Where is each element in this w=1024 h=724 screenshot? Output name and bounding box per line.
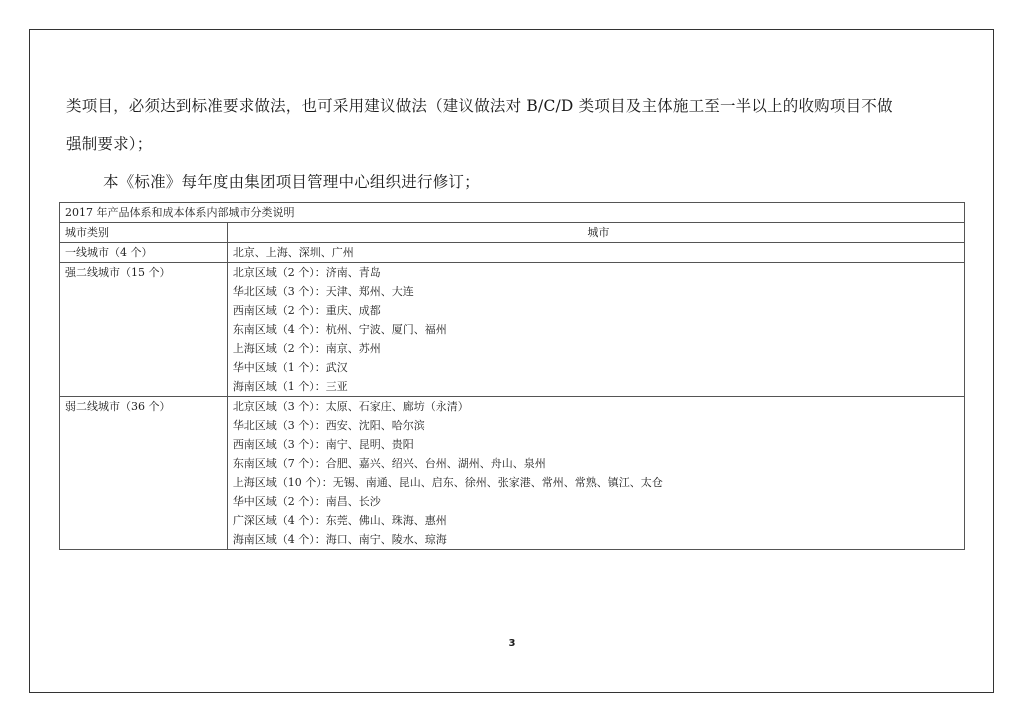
- table-row-weak-tier2: [60, 397, 965, 550]
- city-classification-table: [59, 202, 965, 550]
- region-line: 西南区域（2 个）：重庆、成都: [232, 304, 381, 317]
- table-header-row: [60, 223, 965, 243]
- region-line: 东南区域（7 个）：合肥、嘉兴、绍兴、台州、湖州、舟山、泉州: [232, 457, 546, 470]
- region-line: 西南区域（3 个）：南宁、昆明、贵阳: [232, 438, 414, 451]
- row-cities: [227, 243, 964, 263]
- table-caption: 2017 年产品体系和成本体系内部城市分类说明: [60, 203, 965, 223]
- table-caption-row: [60, 203, 965, 223]
- table-row-strong-tier2: [60, 263, 965, 397]
- header-cities: 城市: [227, 223, 964, 243]
- paragraph-line-2: 强制要求）；: [66, 135, 153, 153]
- region-line: 北京区域（2 个）：济南、青岛: [232, 266, 381, 279]
- region-line: 华北区域（3 个）：天津、郑州、大连: [232, 285, 414, 298]
- table-row-tier1: [60, 243, 965, 263]
- paragraph-line-1: 类项目，必须达到标准要求做法，也可采用建议做法（建议做法对 B/C/D 类项目及主体施工至一半以上的收购项目不做: [66, 97, 893, 115]
- region-line: 华中区域（1 个）：武汉: [232, 361, 348, 374]
- region-line: 东南区域（4 个）：杭州、宁波、厦门、福州: [232, 323, 447, 336]
- row-category: 强二线城市（15 个）: [60, 263, 228, 397]
- row-cities: [227, 397, 964, 550]
- region-line: 上海区域（10 个）：无锡、南通、昆山、启东、徐州、张家港、常州、常熟、镇江、太仓: [232, 476, 663, 489]
- region-line: 海南区域（4 个）：海口、南宁、陵水、琼海: [232, 533, 447, 546]
- region-line: 上海区域（2 个）：南京、苏州: [232, 342, 381, 355]
- row-category: 弱二线城市（36 个）: [60, 397, 228, 550]
- region-line: 海南区域（1 个）：三亚: [232, 380, 348, 393]
- region-line: 广深区域（4 个）：东莞、佛山、珠海、惠州: [232, 514, 447, 527]
- region-line: 华中区域（2 个）：南昌、长沙: [232, 495, 381, 508]
- row-category: 一线城市（4 个）: [60, 243, 228, 263]
- region-line: 华北区域（3 个）：西安、沈阳、哈尔滨: [232, 419, 425, 432]
- page-number: 3: [508, 638, 516, 649]
- header-city-category: 城市类别: [60, 223, 228, 243]
- row-cities: [227, 263, 964, 397]
- region-line: 北京区域（3 个）：太原、石家庄、廊坊（永清）: [232, 400, 469, 413]
- city-line: 北京、上海、深圳、广州: [232, 246, 354, 259]
- paragraph-revision-note: 本《标准》每年度由集团项目管理中心组织进行修订；: [103, 173, 480, 191]
